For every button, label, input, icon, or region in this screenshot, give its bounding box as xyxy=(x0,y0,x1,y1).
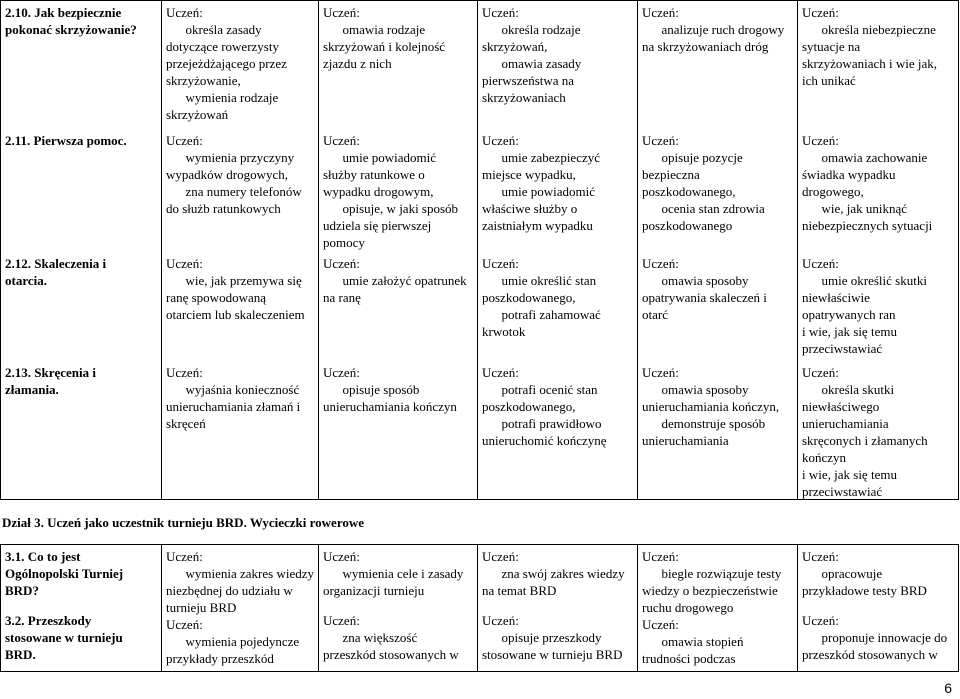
text-line: trudności podczas xyxy=(642,651,736,666)
requirements-column-3 xyxy=(478,545,638,672)
text-line: wie, jak przemywa się xyxy=(166,273,302,288)
text-line: biegle rozwiązuje testy xyxy=(642,566,782,581)
text-line: Uczeń: xyxy=(482,549,519,564)
text-line: potrafi zahamować xyxy=(482,307,601,322)
text-line: omawia stopień xyxy=(642,634,744,649)
requirements-column-2 xyxy=(319,545,478,672)
text-line: unieruchamiania xyxy=(802,416,889,431)
text-line: i wie, jak się temu xyxy=(802,467,897,482)
text-line: Uczeń: xyxy=(323,133,360,148)
text-line: Uczeń: xyxy=(482,256,519,271)
text-line: skrzyżowanie, xyxy=(166,73,241,88)
requirement-block xyxy=(482,132,600,234)
text-line: zaistniałym wypadku xyxy=(482,218,593,233)
page-number: 6 xyxy=(944,680,952,696)
text-line: turnieju BRD xyxy=(166,600,237,615)
text-line: ocenia stan zdrowia xyxy=(642,201,765,216)
text-line: unieruchomić kończynę xyxy=(482,433,607,448)
text-line: omawia zasady xyxy=(482,56,582,71)
text-line: opatrywania skaleczeń i xyxy=(642,290,767,305)
requirement-block xyxy=(642,255,767,323)
requirement-block xyxy=(323,612,459,663)
text-line: wymienia przyczyny xyxy=(166,150,295,165)
text-line: udziela się pierwszej xyxy=(323,218,432,233)
text-line: bezpieczna xyxy=(642,167,700,182)
text-line: skrzyżowaniach xyxy=(482,90,566,105)
text-line: umie powiadomić xyxy=(323,150,437,165)
text-line: pomocy xyxy=(323,235,365,250)
text-line: przeciwstawiać xyxy=(802,341,883,356)
text-line: złamania. xyxy=(5,382,59,397)
text-line: niezbędnej do udziału w xyxy=(166,583,293,598)
text-line: niewłaściwego xyxy=(802,399,880,414)
text-line: omawia rodzaje xyxy=(323,22,426,37)
text-line: Uczeń: xyxy=(482,5,519,20)
text-line: ranę spowodowaną xyxy=(166,290,266,305)
text-line: umie określić skutki xyxy=(802,273,927,288)
text-line: otarcia. xyxy=(5,273,47,288)
text-line: 2.10. Jak bezpiecznie xyxy=(5,5,122,20)
text-line: poszkodowanego, xyxy=(482,290,576,305)
text-line: opisuje pozycje xyxy=(642,150,743,165)
requirement-block xyxy=(642,4,784,55)
text-line: określa rodzaje xyxy=(482,22,581,37)
text-line: Uczeń: xyxy=(802,613,839,628)
text-line: wymienia pojedyncze xyxy=(166,634,300,649)
text-line: Uczeń: xyxy=(166,133,203,148)
text-line: Uczeń: xyxy=(166,256,203,271)
text-line: umie zabezpieczyć xyxy=(482,150,601,165)
requirements-column-1 xyxy=(162,1,319,500)
text-line: Uczeń: xyxy=(642,133,679,148)
text-line: zna swój zakres wiedzy xyxy=(482,566,625,581)
text-line: unieruchamiania xyxy=(642,433,729,448)
text-line: Uczeń: xyxy=(482,613,519,628)
text-line: opisuje, w jaki sposób xyxy=(323,201,459,216)
text-line: pierwszeństwa na xyxy=(482,73,575,88)
requirement-block xyxy=(323,255,467,306)
topic-entry xyxy=(5,255,106,289)
text-line: wymienia cele i zasady xyxy=(323,566,464,581)
text-line: do służb ratunkowych xyxy=(166,201,281,216)
text-line: ruchu drogowego xyxy=(642,600,734,615)
table-row xyxy=(1,545,959,672)
requirement-block xyxy=(482,4,581,106)
text-line: krwotok xyxy=(482,324,526,339)
table-row xyxy=(1,1,959,500)
text-line: przeszkód stosowanych w xyxy=(802,647,938,662)
requirement-block xyxy=(166,4,287,123)
text-line: pokonać skrzyżowanie? xyxy=(5,22,137,37)
requirement-block xyxy=(166,364,300,432)
text-line: Uczeń: xyxy=(166,549,203,564)
text-line: niebezpiecznych sytuacji xyxy=(802,218,933,233)
text-line: 2.12. Skaleczenia i xyxy=(5,256,107,271)
requirements-column-4 xyxy=(638,1,798,500)
text-line: niewłaściwie xyxy=(802,290,870,305)
text-line: Uczeń: xyxy=(802,133,839,148)
topic-entry xyxy=(5,4,137,38)
curriculum-table-section-3 xyxy=(0,544,959,672)
requirements-column-5 xyxy=(798,545,959,672)
text-line: BRD. xyxy=(5,647,36,662)
text-line: proponuje innowacje do xyxy=(802,630,948,645)
text-line: Uczeń: xyxy=(166,617,203,632)
text-line: poszkodowanego, xyxy=(482,399,576,414)
text-line: skręceń xyxy=(166,416,206,431)
text-line: unieruchamiania kończyn xyxy=(323,399,457,414)
requirement-block xyxy=(323,548,463,599)
text-line: unieruchamiania kończyn, xyxy=(642,399,780,414)
text-line: określa skutki xyxy=(802,382,895,397)
text-line: Uczeń: xyxy=(642,549,679,564)
topic-entry xyxy=(5,548,123,599)
requirement-block xyxy=(166,132,302,217)
text-line: i wie, jak się temu xyxy=(802,324,897,339)
text-line: wiedzy o bezpieczeństwie xyxy=(642,583,778,598)
requirement-block xyxy=(166,548,314,667)
text-line: określa niebezpieczne xyxy=(802,22,936,37)
text-line: otarć xyxy=(642,307,668,322)
requirements-column-3 xyxy=(478,1,638,500)
requirement-block xyxy=(802,4,937,89)
requirement-block xyxy=(166,255,305,323)
text-line: miejsce wypadku, xyxy=(482,167,576,182)
text-line: umie powiadomić xyxy=(482,184,596,199)
text-line: określa zasady xyxy=(166,22,262,37)
text-line: na temat BRD xyxy=(482,583,557,598)
text-line: Uczeń: xyxy=(802,365,839,380)
text-line: przykładowe testy BRD xyxy=(802,583,927,598)
text-line: skrzyżowań, xyxy=(482,39,548,54)
requirement-block xyxy=(802,132,932,234)
text-line: 3.2. Przeszkody xyxy=(5,613,92,628)
text-line: Uczeń: xyxy=(642,617,679,632)
text-line: Uczeń: xyxy=(323,613,360,628)
requirement-block xyxy=(482,255,601,340)
topic-entry xyxy=(5,364,96,398)
text-line: BRD? xyxy=(5,583,39,598)
text-line: stosowane w turnieju BRD xyxy=(482,647,623,662)
text-line: wymienia rodzaje xyxy=(166,90,279,105)
text-line: Uczeń: xyxy=(323,365,360,380)
text-line: analizuje ruch drogowy xyxy=(642,22,785,37)
topic-column xyxy=(1,1,162,500)
text-line: opisuje sposób xyxy=(323,382,420,397)
requirement-block xyxy=(482,548,625,599)
text-line: 2.13. Skręcenia i xyxy=(5,365,96,380)
text-line: drogowego, xyxy=(802,184,864,199)
text-line: wie, jak uniknąć xyxy=(802,201,908,216)
requirement-block xyxy=(323,132,458,251)
text-line: wyjaśnia konieczność xyxy=(166,382,300,397)
text-line: Uczeń: xyxy=(323,256,360,271)
requirements-column-2 xyxy=(319,1,478,500)
text-line: przeszkód stosowanych w xyxy=(323,647,459,662)
text-line: stosowane w turnieju xyxy=(5,630,123,645)
text-line: przykłady przeszkód xyxy=(166,651,274,666)
text-line: opisuje przeszkody xyxy=(482,630,602,645)
text-line: świadka wypadku xyxy=(802,167,896,182)
text-line: skrzyżowaniach i wie jak, xyxy=(802,56,938,71)
requirement-block xyxy=(802,364,928,500)
text-line: właściwe służby o xyxy=(482,201,578,216)
text-line: Uczeń: xyxy=(482,365,519,380)
topic-entry xyxy=(5,132,127,149)
text-line: organizacji turnieju xyxy=(323,583,425,598)
text-line: Uczeń: xyxy=(802,549,839,564)
text-line: poszkodowanego xyxy=(642,218,733,233)
requirements-column-1 xyxy=(162,545,319,672)
text-line: Ogólnopolski Turniej xyxy=(5,566,124,581)
text-line: dotyczące rowerzysty xyxy=(166,39,279,54)
requirement-block xyxy=(802,548,927,599)
text-line: wypadków drogowych, xyxy=(166,167,289,182)
topic-column xyxy=(1,545,162,672)
text-line: sytuacje na xyxy=(802,39,861,54)
text-line: wymienia zakres wiedzy xyxy=(166,566,315,581)
requirement-block xyxy=(323,364,457,415)
text-line: opatrywanych ran xyxy=(802,307,896,322)
text-line: Uczeń: xyxy=(642,365,679,380)
text-line: na ranę xyxy=(323,290,361,305)
requirement-block xyxy=(802,612,947,663)
requirements-column-5 xyxy=(798,1,959,500)
text-line: wypadku drogowym, xyxy=(323,184,434,199)
text-line: potrafi prawidłowo xyxy=(482,416,602,431)
text-line: omawia sposoby xyxy=(642,273,749,288)
text-line: przejeżdżającego przez xyxy=(166,56,287,71)
text-line: Uczeń: xyxy=(166,5,203,20)
requirements-column-4 xyxy=(638,545,798,672)
requirement-block xyxy=(802,255,927,357)
requirement-block xyxy=(642,548,781,667)
requirement-block xyxy=(482,364,607,449)
text-line: 2.11. Pierwsza pomoc. xyxy=(5,133,127,148)
text-line: zna większość xyxy=(323,630,418,645)
text-line: 3.1. Co to jest xyxy=(5,549,81,564)
topic-entry xyxy=(5,612,123,663)
text-line: Uczeń: xyxy=(323,5,360,20)
requirement-block xyxy=(482,612,622,663)
text-line: kończyn xyxy=(802,450,847,465)
requirement-block xyxy=(323,4,445,72)
text-line: opracowuje xyxy=(802,566,883,581)
text-line: Uczeń: xyxy=(802,5,839,20)
text-line: unieruchamiania złamań i xyxy=(166,399,301,414)
text-line: otarciem lub skaleczeniem xyxy=(166,307,305,322)
text-line: poszkodowanego, xyxy=(642,184,736,199)
text-line: Uczeń: xyxy=(642,5,679,20)
text-line: skrzyżowań i kolejność xyxy=(323,39,446,54)
text-line: Uczeń: xyxy=(802,256,839,271)
text-line: skręconych i złamanych xyxy=(802,433,928,448)
text-line: ich unikać xyxy=(802,73,856,88)
text-line: służby ratunkowe o xyxy=(323,167,425,182)
text-line: omawia zachowanie xyxy=(802,150,928,165)
text-line: skrzyżowań xyxy=(166,107,229,122)
requirement-block xyxy=(642,364,779,449)
text-line: umie założyć opatrunek xyxy=(323,273,467,288)
text-line: Uczeń: xyxy=(323,549,360,564)
text-line: omawia sposoby xyxy=(642,382,749,397)
text-line: Uczeń: xyxy=(166,365,203,380)
text-line: zna numery telefonów xyxy=(166,184,302,199)
text-line: Uczeń: xyxy=(642,256,679,271)
text-line: na skrzyżowaniach dróg xyxy=(642,39,769,54)
text-line: demonstruje sposób xyxy=(642,416,766,431)
text-line: umie określić stan xyxy=(482,273,597,288)
text-line: przeciwstawiać xyxy=(802,484,883,499)
section-title: Dział 3. Uczeń jako uczestnik turnieju BRD. Wycieczki rowerowe xyxy=(2,515,365,530)
text-line: potrafi ocenić stan xyxy=(482,382,598,397)
text-line: Uczeń: xyxy=(482,133,519,148)
text-line: zjazdu z nich xyxy=(323,56,392,71)
requirement-block xyxy=(642,132,765,234)
